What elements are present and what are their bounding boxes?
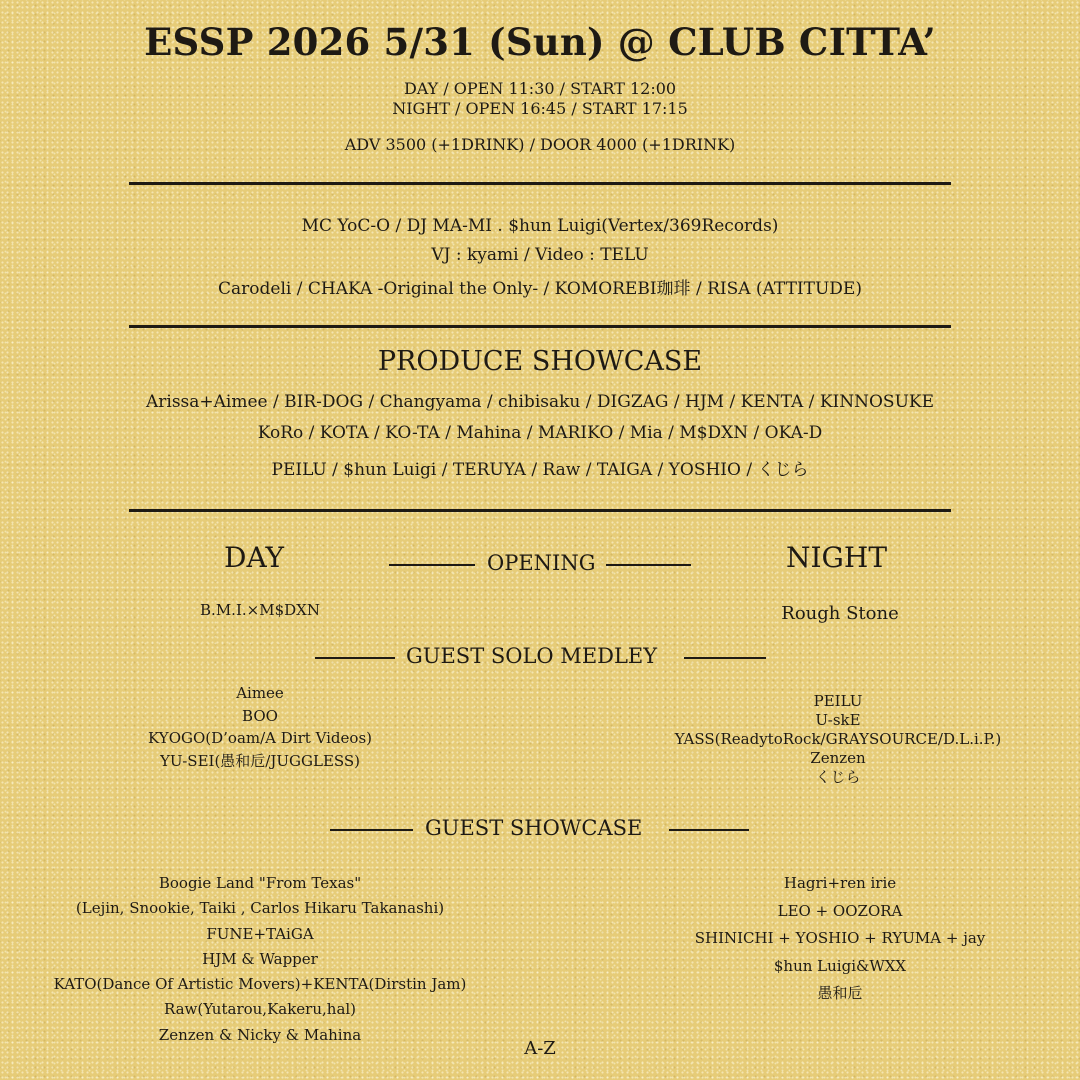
opening-day-act — [140, 601, 380, 619]
guest-showcase-day-list — [20, 871, 500, 1048]
list-item: Hagri+ren irie — [783, 874, 897, 892]
divider — [129, 509, 951, 512]
dash-line — [669, 829, 749, 831]
produce-showcase-title: PRODUCE SHOWCASE — [377, 346, 703, 377]
opening-night-act — [720, 603, 960, 624]
list-item: Raw(Yutarou,Kakeru,hal) — [163, 1000, 357, 1019]
list-item: BOO — [242, 706, 278, 725]
list-item: LEO + OOZORA — [777, 901, 903, 920]
staff-line-3: Carodeli / CHAKA -Original the Only- / KOMOREBI珈琲 / RISA (ATTITUDE) — [218, 279, 862, 299]
divider — [129, 182, 951, 185]
order-note: A-Z — [524, 1038, 556, 1059]
opening-day-act-text: B.M.I.×M$DXN — [200, 601, 320, 619]
dash-line — [684, 657, 766, 659]
list-item: Zenzen — [810, 749, 866, 767]
produce-showcase-line-1: Arissa+Aimee / BIR-DOG / Changyama / chibisaku / DIGZAG / HJM / KENTA / KINNOSUKE — [145, 392, 935, 412]
staff-line-2: VJ : kyami / Video : TELU — [431, 245, 649, 265]
list-item: Boogie Land "From Texas" — [158, 874, 362, 892]
night-times: NIGHT / OPEN 16:45 / START 17:15 — [392, 99, 688, 118]
opening-label: OPENING — [487, 551, 596, 575]
list-item: $hun Luigi&WXX — [773, 956, 907, 975]
list-item: KYOGO(D’oam/A Dirt Videos) — [148, 729, 372, 747]
guest-showcase-night-list — [662, 870, 1018, 1008]
guest-solo-medley-label: GUEST SOLO MEDLEY — [406, 644, 658, 668]
day-times: DAY / OPEN 11:30 / START 12:00 — [403, 79, 677, 98]
day-label: DAY — [224, 541, 285, 574]
list-item: HJM & Wapper — [202, 949, 318, 968]
list-item: SHINICHI + YOSHIO + RYUMA + jay — [694, 929, 986, 947]
ticket-price: ADV 3500 (+1DRINK) / DOOR 4000 (+1DRINK) — [344, 135, 736, 154]
list-item: PEILU — [813, 692, 863, 710]
divider — [129, 325, 951, 328]
list-item: FUNE+TAiGA — [206, 924, 314, 943]
list-item: YU-SEI(愚和卮/JUGGLESS) — [159, 751, 361, 770]
opening-night-act-text: Rough Stone — [781, 603, 899, 624]
dash-line — [389, 564, 475, 566]
solo-medley-day-list — [60, 682, 460, 772]
list-item: (Lejin, Snookie, Taiki , Carlos Hikaru Takanashi) — [75, 899, 445, 918]
produce-showcase-line-3: PEILU / $hun Luigi / TERUYA / Raw / TAIGA / YOSHIO / くじら — [271, 460, 809, 480]
list-item: KATO(Dance Of Artistic Movers)+KENTA(Dirstin Jam) — [53, 975, 467, 994]
list-item: Aimee — [236, 684, 284, 702]
solo-medley-night-list — [638, 692, 1038, 787]
guest-showcase-label: GUEST SHOWCASE — [425, 816, 643, 840]
dash-line — [330, 829, 413, 831]
dash-line — [315, 657, 395, 659]
list-item: U-skE — [815, 711, 861, 729]
produce-showcase-line-2: KoRo / KOTA / KO-TA / Mahina / MARIKO / Mia / M$DXN / OKA-D — [257, 423, 823, 443]
staff-line-1: MC YoC-O / DJ MA-MI . $hun Luigi(Vertex/369Records) — [301, 216, 779, 236]
event-times — [0, 79, 1080, 119]
dash-line — [606, 564, 691, 566]
list-item: Zenzen & Nicky & Mahina — [158, 1025, 362, 1044]
list-item: 愚和卮 — [817, 984, 863, 1002]
list-item: YASS(ReadytoRock/GRAYSOURCE/D.L.i.P.) — [674, 730, 1002, 748]
event-title: ESSP 2026 5/31 (Sun) @ CLUB CITTA’ — [144, 20, 936, 64]
list-item: くじら — [815, 768, 861, 786]
night-label: NIGHT — [786, 541, 888, 574]
